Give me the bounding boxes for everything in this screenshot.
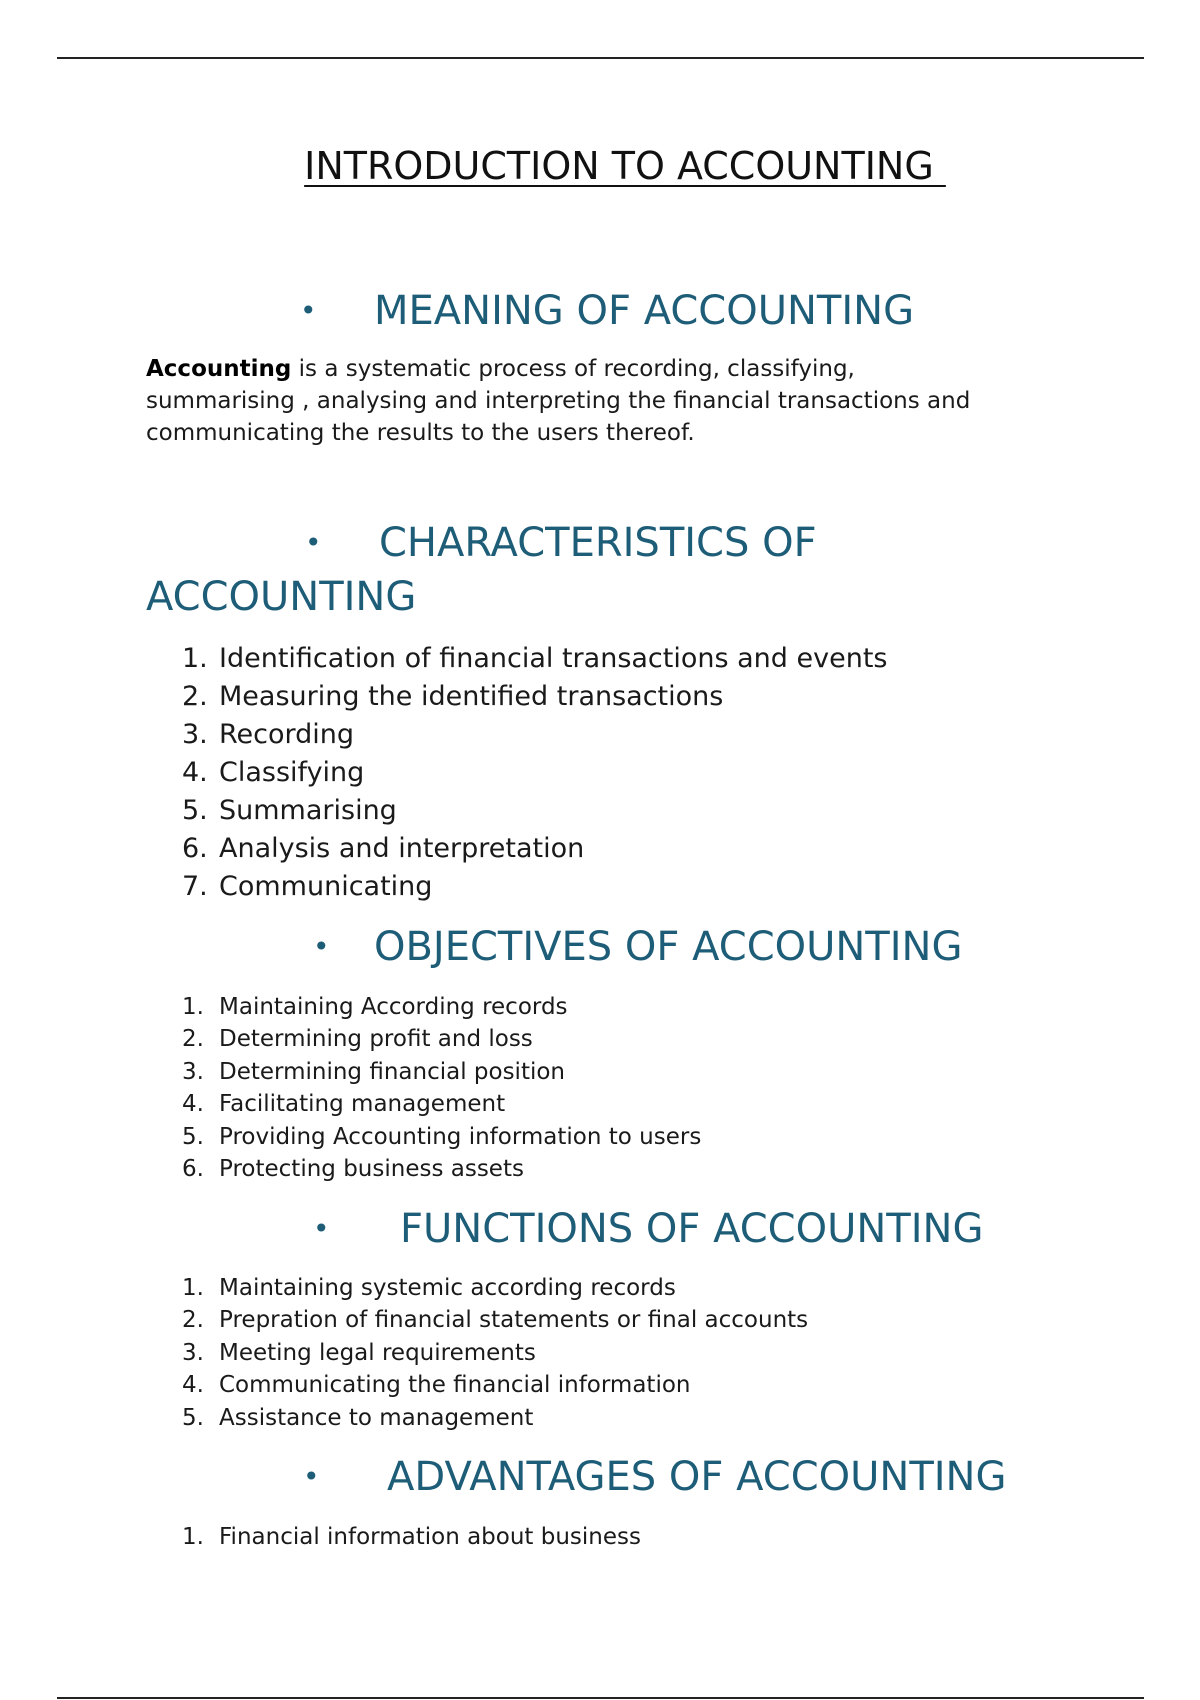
bottom-rule	[57, 1697, 1144, 1699]
characteristics-list	[182, 640, 1082, 906]
bullet-icon: •	[305, 526, 322, 559]
list-item-text: Communicating	[219, 871, 433, 902]
list-item-number: 1.	[182, 994, 204, 1020]
list-item	[182, 1402, 1082, 1434]
list-item-text: Determining profit and loss	[219, 1026, 533, 1053]
list-item-number: 3.	[182, 719, 208, 750]
list-item-text: Identification of financial transactions and events	[219, 643, 888, 674]
list-item	[182, 1521, 1082, 1553]
list-item-number: 7.	[182, 871, 208, 902]
list-item-number: 6.	[182, 833, 208, 864]
list-item-number: 2.	[182, 1307, 204, 1334]
term-accounting: Accounting	[146, 356, 292, 382]
list-item	[182, 1304, 1082, 1336]
bullet-icon: •	[300, 294, 317, 327]
list-item	[182, 792, 1082, 830]
list-item-number: 2.	[182, 1026, 204, 1053]
list-item	[182, 1121, 1082, 1153]
list-item-number: 6.	[182, 1155, 204, 1182]
list-item-text: Summarising	[219, 795, 397, 826]
list-item	[182, 1337, 1082, 1369]
list-item-text: Prepration of financial statements or final accounts	[219, 1307, 809, 1334]
list-item-text: Determining financial position	[219, 1058, 565, 1085]
list-item	[182, 640, 1082, 678]
list-item-text: Protecting business assets	[219, 1155, 524, 1182]
list-item	[182, 1272, 1082, 1304]
heading-objectives-text: OBJECTIVES OF ACCOUNTING	[374, 924, 963, 970]
list-item-number: 5.	[182, 1123, 204, 1150]
list-item-text: Maintaining systemic according records	[219, 1275, 676, 1301]
list-item	[182, 830, 1082, 868]
list-item	[182, 1153, 1082, 1185]
objectives-list	[182, 991, 1082, 1185]
heading-functions-text: FUNCTIONS OF ACCOUNTING	[400, 1206, 984, 1252]
list-item-text: Communicating the financial information	[219, 1372, 691, 1399]
list-item-number: 1.	[182, 1275, 204, 1301]
page-title: INTRODUCTION TO ACCOUNTING	[304, 144, 946, 188]
list-item	[182, 716, 1082, 754]
heading-advantages-text: ADVANTAGES OF ACCOUNTING	[387, 1454, 1007, 1500]
list-item	[182, 678, 1082, 716]
list-item-number: 1.	[182, 643, 208, 674]
list-item-number: 5.	[182, 1404, 204, 1431]
list-item	[182, 991, 1082, 1023]
list-item-number: 3.	[182, 1058, 204, 1085]
list-item-text: Recording	[219, 719, 355, 750]
functions-list	[182, 1272, 1082, 1434]
bullet-icon: •	[313, 930, 330, 963]
list-item-text: Analysis and interpretation	[219, 833, 585, 864]
advantages-list	[182, 1521, 1082, 1553]
list-item-text: Providing Accounting information to users	[219, 1123, 702, 1150]
list-item-text: Assistance to management	[219, 1404, 534, 1431]
list-item-number: 4.	[182, 1372, 204, 1399]
bullet-icon: •	[303, 1460, 320, 1493]
list-item	[182, 754, 1082, 792]
heading-characteristics-text: CHARACTERISTICS OF	[379, 520, 817, 566]
list-item-text: Measuring the identified transactions	[219, 681, 724, 712]
meaning-paragraph: Accounting is a systematic process of recording, classifying, summarising , analysing and interpreting the financial transactions and communicating the results to the users thereof.	[146, 356, 971, 446]
heading-meaning-text: MEANING OF ACCOUNTING	[374, 288, 915, 334]
heading-characteristics-line2: ACCOUNTING	[146, 574, 417, 620]
list-item	[182, 1369, 1082, 1401]
bullet-icon: •	[313, 1212, 330, 1245]
list-item-text: Facilitating management	[219, 1091, 506, 1118]
list-item	[182, 1056, 1082, 1088]
list-item	[182, 1023, 1082, 1055]
list-item-number: 5.	[182, 795, 208, 826]
list-item-text: Meeting legal requirements	[219, 1339, 536, 1366]
list-item-text: Maintaining According records	[219, 994, 568, 1020]
list-item-number: 4.	[182, 757, 208, 788]
list-item-number: 4.	[182, 1091, 204, 1118]
list-item	[182, 868, 1082, 906]
list-item-text: Classifying	[219, 757, 365, 788]
top-rule	[57, 57, 1144, 59]
list-item-number: 3.	[182, 1339, 204, 1366]
list-item-text: Financial information about business	[219, 1524, 641, 1550]
list-item-number: 1.	[182, 1524, 204, 1550]
list-item-number: 2.	[182, 681, 208, 712]
list-item	[182, 1088, 1082, 1120]
